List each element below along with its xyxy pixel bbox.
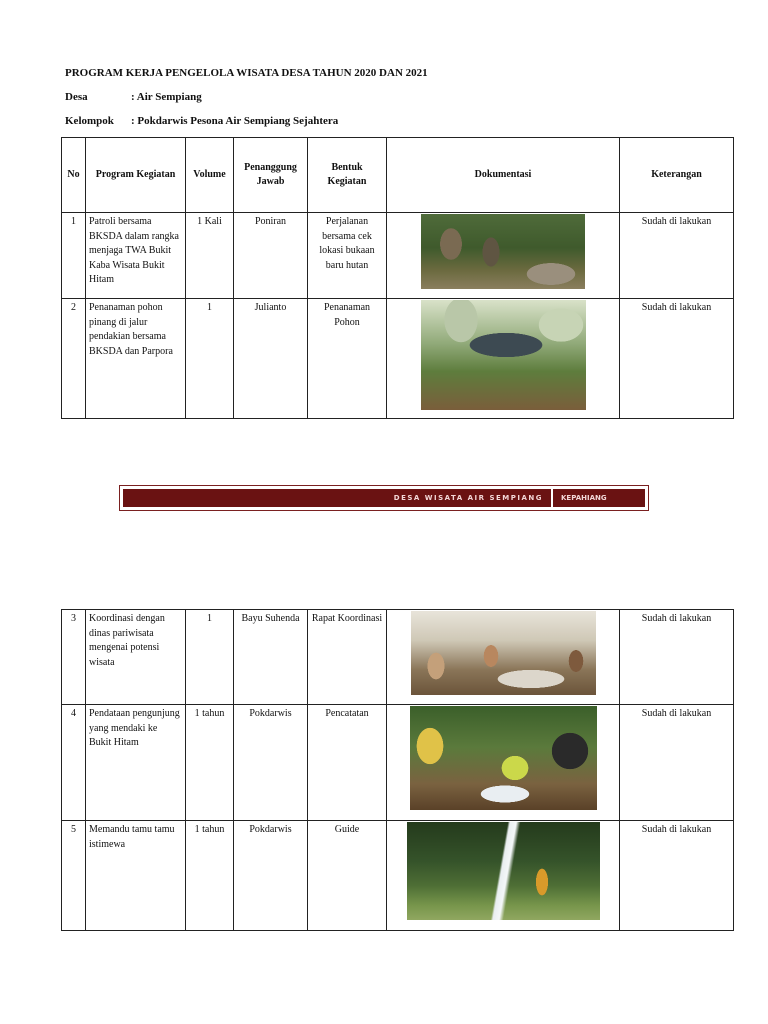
row-keterangan: Sudah di lakukan xyxy=(620,610,734,705)
row-program: Penanaman pohon pinang di jalur pendakian bersama BKSDA dan Parpora xyxy=(86,299,186,419)
row-pj: Julianto xyxy=(234,299,308,419)
row-dokumentasi xyxy=(387,705,620,821)
row-volume: 1 xyxy=(186,610,234,705)
row-volume: 1 tahun xyxy=(186,705,234,821)
row-bentuk: Rapat Koordinasi xyxy=(308,610,387,705)
col-header-keterangan: Keterangan xyxy=(620,138,734,213)
row-bentuk: Perjalanan bersama cek lokasi bukaan baru hutan xyxy=(308,213,387,299)
row-program: Koordinasi dengan dinas pariwisata mengenai potensi wisata xyxy=(86,610,186,705)
footer-banner xyxy=(119,485,649,511)
desa-line xyxy=(65,91,202,103)
row-dokumentasi xyxy=(387,299,620,419)
col-header-bentuk-kegiatan: Bentuk Kegiatan xyxy=(308,138,387,213)
banner-village-name: DESA WISATA AIR SEMPIANG xyxy=(393,494,543,502)
document-title: PROGRAM KERJA PENGELOLA WISATA DESA TAHUN 2020 DAN 2021 xyxy=(65,67,428,79)
row-pj: Pokdarwis xyxy=(234,705,308,821)
row-keterangan: Sudah di lakukan xyxy=(620,299,734,419)
col-header-no: No xyxy=(62,138,86,213)
table-row xyxy=(62,705,734,821)
row-bentuk: Guide xyxy=(308,821,387,931)
row-dokumentasi xyxy=(387,213,620,299)
row-no: 2 xyxy=(62,299,86,419)
row-pj: Bayu Suhenda xyxy=(234,610,308,705)
row-program: Patroli bersama BKSDA dalam rangka menjaga TWA Bukit Kaba Wisata Bukit Hitam xyxy=(86,213,186,299)
table-row xyxy=(62,610,734,705)
program-table-page-1 xyxy=(61,137,734,419)
row-volume: 1 xyxy=(186,299,234,419)
meeting-photo xyxy=(411,611,596,695)
row-keterangan: Sudah di lakukan xyxy=(620,213,734,299)
kelompok-label: Kelompok xyxy=(65,115,114,127)
col-header-program: Program Kegiatan xyxy=(86,138,186,213)
col-header-penanggung-jawab: Penanggung Jawab xyxy=(234,138,308,213)
kelompok-line xyxy=(65,115,338,127)
table-row xyxy=(62,821,734,931)
row-pj: Pokdarwis xyxy=(234,821,308,931)
row-bentuk: Pencatatan xyxy=(308,705,387,821)
row-pj: Poniran xyxy=(234,213,308,299)
desa-label: Desa xyxy=(65,91,88,103)
row-no: 5 xyxy=(62,821,86,931)
col-header-volume: Volume xyxy=(186,138,234,213)
row-no: 1 xyxy=(62,213,86,299)
banner-bar xyxy=(123,489,645,507)
visitor-register-photo xyxy=(410,706,597,810)
table-row xyxy=(62,299,734,419)
desa-value: : Air Sempiang xyxy=(131,91,202,103)
row-program: Pendataan pengunjung yang mendaki ke Bukit Hitam xyxy=(86,705,186,821)
row-dokumentasi xyxy=(387,821,620,931)
row-bentuk: Penanaman Pohon xyxy=(308,299,387,419)
program-table-page-2 xyxy=(61,609,734,931)
row-no: 4 xyxy=(62,705,86,821)
row-program: Memandu tamu tamu istimewa xyxy=(86,821,186,931)
row-dokumentasi xyxy=(387,610,620,705)
waterfall-guide-photo xyxy=(407,822,600,920)
banner-region: KEPAHIANG xyxy=(561,494,607,502)
row-volume: 1 Kali xyxy=(186,213,234,299)
forest-patrol-photo xyxy=(421,214,585,289)
row-no: 3 xyxy=(62,610,86,705)
table-row xyxy=(62,213,734,299)
tree-planting-photo xyxy=(421,300,586,410)
col-header-dokumentasi: Dokumentasi xyxy=(387,138,620,213)
table-header-row xyxy=(62,138,734,213)
row-keterangan: Sudah di lakukan xyxy=(620,821,734,931)
kelompok-value: : Pokdarwis Pesona Air Sempiang Sejahtera xyxy=(131,115,339,127)
row-keterangan: Sudah di lakukan xyxy=(620,705,734,821)
row-volume: 1 tahun xyxy=(186,821,234,931)
